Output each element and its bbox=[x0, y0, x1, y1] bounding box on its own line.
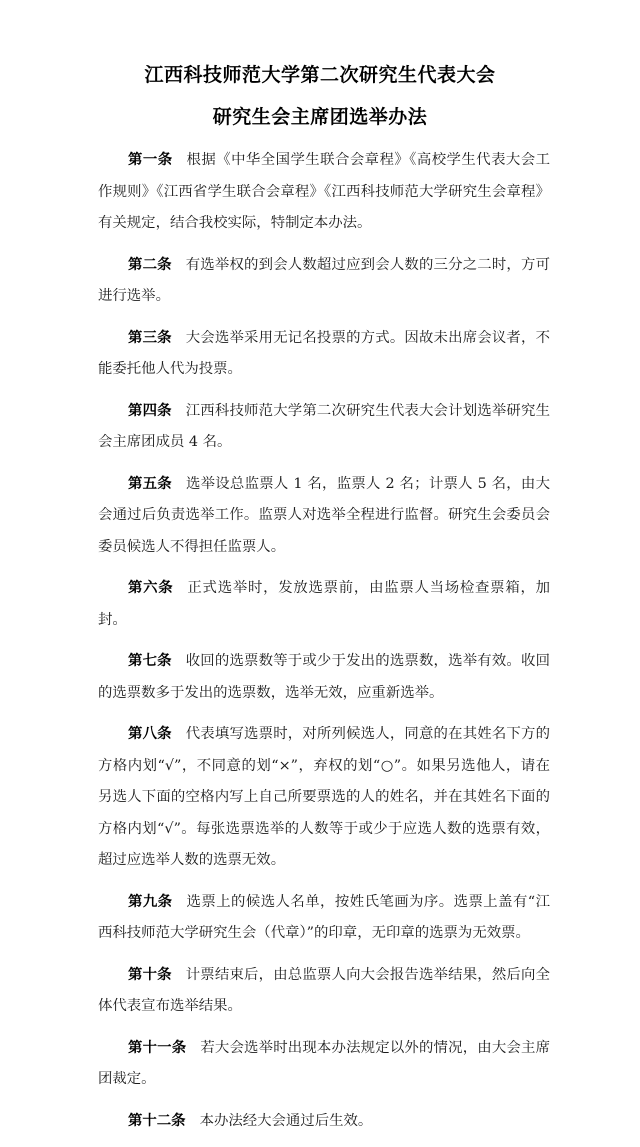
article-text: 江西科技师范大学第二次研究生代表大会计划选举研究生会主席团成员 4 名。 bbox=[98, 402, 550, 450]
article-label: 第三条 bbox=[128, 329, 172, 346]
article-text: 本办法经大会通过后生效。 bbox=[199, 1112, 373, 1129]
article-8 bbox=[98, 719, 550, 877]
article-label: 第六条 bbox=[128, 580, 174, 596]
article-text: 正式选举时，发放选票前，由监票人当场检查票箱，加封。 bbox=[98, 580, 550, 628]
article-text: 计票结束后，由总监票人向大会报告选举结果，然后向全体代表宣布选举结果。 bbox=[98, 966, 550, 1014]
article-label: 第二条 bbox=[128, 256, 172, 273]
article-label: 第七条 bbox=[128, 653, 172, 669]
article-2 bbox=[98, 250, 550, 313]
article-7 bbox=[98, 646, 550, 709]
document-subtitle: 研究生会主席团选举办法 bbox=[212, 106, 428, 128]
article-11 bbox=[98, 1033, 550, 1096]
document-body bbox=[98, 145, 550, 1147]
article-text: 选票上的候选人名单，按姓氏笔画为序。选票上盖有“江西科技师范大学研究生会（代章）”的印章，无印章的选票为无效票。 bbox=[98, 893, 550, 941]
article-6 bbox=[98, 573, 550, 636]
article-label: 第一条 bbox=[128, 152, 173, 168]
article-4 bbox=[98, 396, 550, 459]
article-text: 收回的选票数等于或少于发出的选票数，选举有效。收回的选票数多于发出的选票数，选举无效，应重新选举。 bbox=[98, 653, 550, 701]
article-label: 第十一条 bbox=[128, 1039, 187, 1056]
article-5 bbox=[98, 469, 550, 564]
article-label: 第十二条 bbox=[128, 1112, 186, 1129]
article-12 bbox=[98, 1106, 550, 1138]
article-3 bbox=[98, 323, 550, 386]
article-text: 若大会选举时出现本办法规定以外的情况，由大会主席团裁定。 bbox=[98, 1039, 550, 1087]
article-label: 第十条 bbox=[128, 966, 172, 983]
article-label: 第九条 bbox=[128, 893, 173, 910]
article-label: 第五条 bbox=[128, 475, 172, 492]
article-1 bbox=[98, 145, 550, 240]
article-9 bbox=[98, 887, 550, 950]
article-label: 第八条 bbox=[128, 726, 172, 742]
article-10 bbox=[98, 960, 550, 1023]
article-label: 第四条 bbox=[128, 402, 172, 419]
article-text: 根据《中华全国学生联合会章程》《高校学生代表大会工作规则》《江西省学生联合会章程》《江西科技师范大学研究生会章程》有关规定，结合我校实际，特制定本办法。 bbox=[98, 152, 550, 231]
article-text: 代表填写选票时，对所列候选人，同意的在其姓名下方的方格内划“√”，不同意的划“×”，弃权的划“○”。如果另选他人，请在另选人下面的空格内写上自己所要票选的人的姓名，并在其姓名下面的方格内划“√”。每张选票选举的人数等于或少于应选人数的选票有效，超过应选举人数的选票无效。 bbox=[98, 726, 550, 868]
article-text: 有选举权的到会人数超过应到会人数的三分之二时，方可进行选举。 bbox=[98, 256, 550, 304]
article-text: 大会选举采用无记名投票的方式。因故未出席会议者，不能委托他人代为投票。 bbox=[98, 329, 550, 377]
article-text: 选举设总监票人 1 名，监票人 2 名；计票人 5 名，由大会通过后负责选举工作。监票人对选举全程进行监督。研究生会委员会委员候选人不得担任监票人。 bbox=[98, 475, 550, 555]
document-title: 江西科技师范大学第二次研究生代表大会 bbox=[144, 64, 496, 86]
